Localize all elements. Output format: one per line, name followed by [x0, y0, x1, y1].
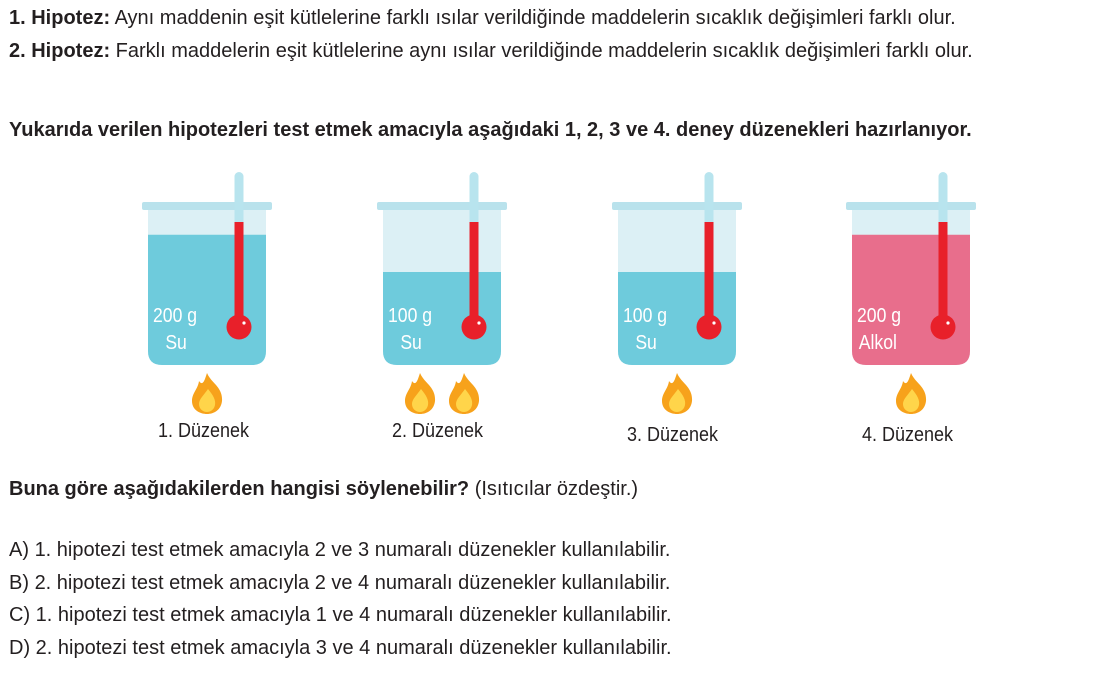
hypothesis-2: [9, 36, 1109, 67]
hypothesis-1: [9, 3, 1109, 34]
hypothesis-2-text: Farklı maddelerin eşit kütlelerine aynı ısılar verildiğinde maddelerin sıcaklık değişimleri farklı olur.: [110, 40, 973, 62]
option-a-text: 1. hipotezi test etmek amacıyla 2 ve 3 numaralı düzenekler kullanılabilir.: [34, 539, 671, 561]
option-d-letter: D): [9, 636, 31, 659]
option-b-letter: B): [9, 571, 29, 594]
setup-3-label: 3. Düzenek: [627, 424, 719, 446]
option-c[interactable]: [9, 599, 672, 632]
setup-3-thermometer-mercury: [705, 222, 714, 322]
setup-1-mass: 200 g: [153, 305, 198, 327]
setup-1-thermometer-bulb: [227, 315, 252, 340]
question-note: (Isıtıcılar özdeştir.): [469, 478, 639, 500]
setup-2-contents: [388, 303, 432, 357]
option-d[interactable]: [9, 632, 672, 665]
option-b[interactable]: [9, 567, 672, 600]
setup-4-substance: Alkol: [858, 332, 897, 354]
option-a[interactable]: [9, 534, 672, 567]
setup-1-label: 1. Düzenek: [158, 420, 250, 442]
setup-4-thermometer-mercury: [939, 222, 948, 322]
experiment-figure: [0, 160, 1114, 460]
answer-options: [9, 534, 672, 664]
setup-4-thermometer-bulb: [931, 315, 956, 340]
setup-4-contents: [857, 303, 901, 357]
option-c-letter: C): [9, 604, 31, 626]
setup-4-thermometer-highlight: [946, 321, 949, 324]
setup-2-beaker-rim: [377, 202, 507, 210]
setup-3-thermometer-bulb: [697, 315, 722, 340]
setup-4-mass: 200 g: [857, 305, 902, 327]
question: [9, 474, 1109, 505]
setup-3-thermometer-highlight: [712, 321, 715, 324]
question-text: Buna göre aşağıdakilerden hangisi söylenebilir?: [9, 478, 470, 500]
setup-2-thermometer-mercury: [470, 222, 479, 322]
setup-2-label: 2. Düzenek: [392, 420, 484, 442]
setup-1-thermometer-highlight: [242, 321, 245, 324]
option-d-text: 2. hipotezi test etmek amacıyla 3 ve 4 numaralı düzenekler kullanılabilir.: [35, 636, 672, 659]
setup-4-label: 4. Düzenek: [862, 424, 954, 446]
intro-text: Yukarıda verilen hipotezleri test etmek amacıyla aşağıdaki 1, 2, 3 ve 4. deney düzenekleri hazırlanıyor.: [9, 119, 972, 141]
hypothesis-1-text: Aynı maddenin eşit kütlelerine farklı ısılar verildiğinde maddelerin sıcaklık değişimleri farklı olur.: [110, 7, 956, 29]
setup-3-mass: 100 g: [623, 305, 668, 327]
option-b-text: 2. hipotezi test etmek amacıyla 2 ve 4 numaralı düzenekler kullanılabilir.: [34, 571, 671, 594]
option-a-letter: A): [9, 539, 29, 561]
option-c-text: 1. hipotezi test etmek amacıyla 1 ve 4 numaralı düzenekler kullanılabilir.: [35, 604, 672, 626]
setup-3-beaker-rim: [612, 202, 742, 210]
setup-2-mass: 100 g: [388, 305, 433, 327]
setup-2-thermometer-highlight: [477, 321, 480, 324]
hypothesis-2-label: 2. Hipotez:: [9, 40, 111, 62]
setup-1-beaker-rim: [142, 202, 272, 210]
setup-3-contents: [623, 303, 667, 357]
setup-2-substance: Su: [400, 332, 422, 354]
setup-2-thermometer-bulb: [462, 315, 487, 340]
setup-3-substance: Su: [635, 332, 657, 354]
setup-1-substance: Su: [165, 332, 187, 354]
setup-4-beaker-rim: [846, 202, 976, 210]
setup-1-thermometer-mercury: [235, 222, 244, 322]
hypothesis-1-label: 1. Hipotez:: [9, 7, 111, 29]
setup-1-contents: [153, 303, 197, 357]
